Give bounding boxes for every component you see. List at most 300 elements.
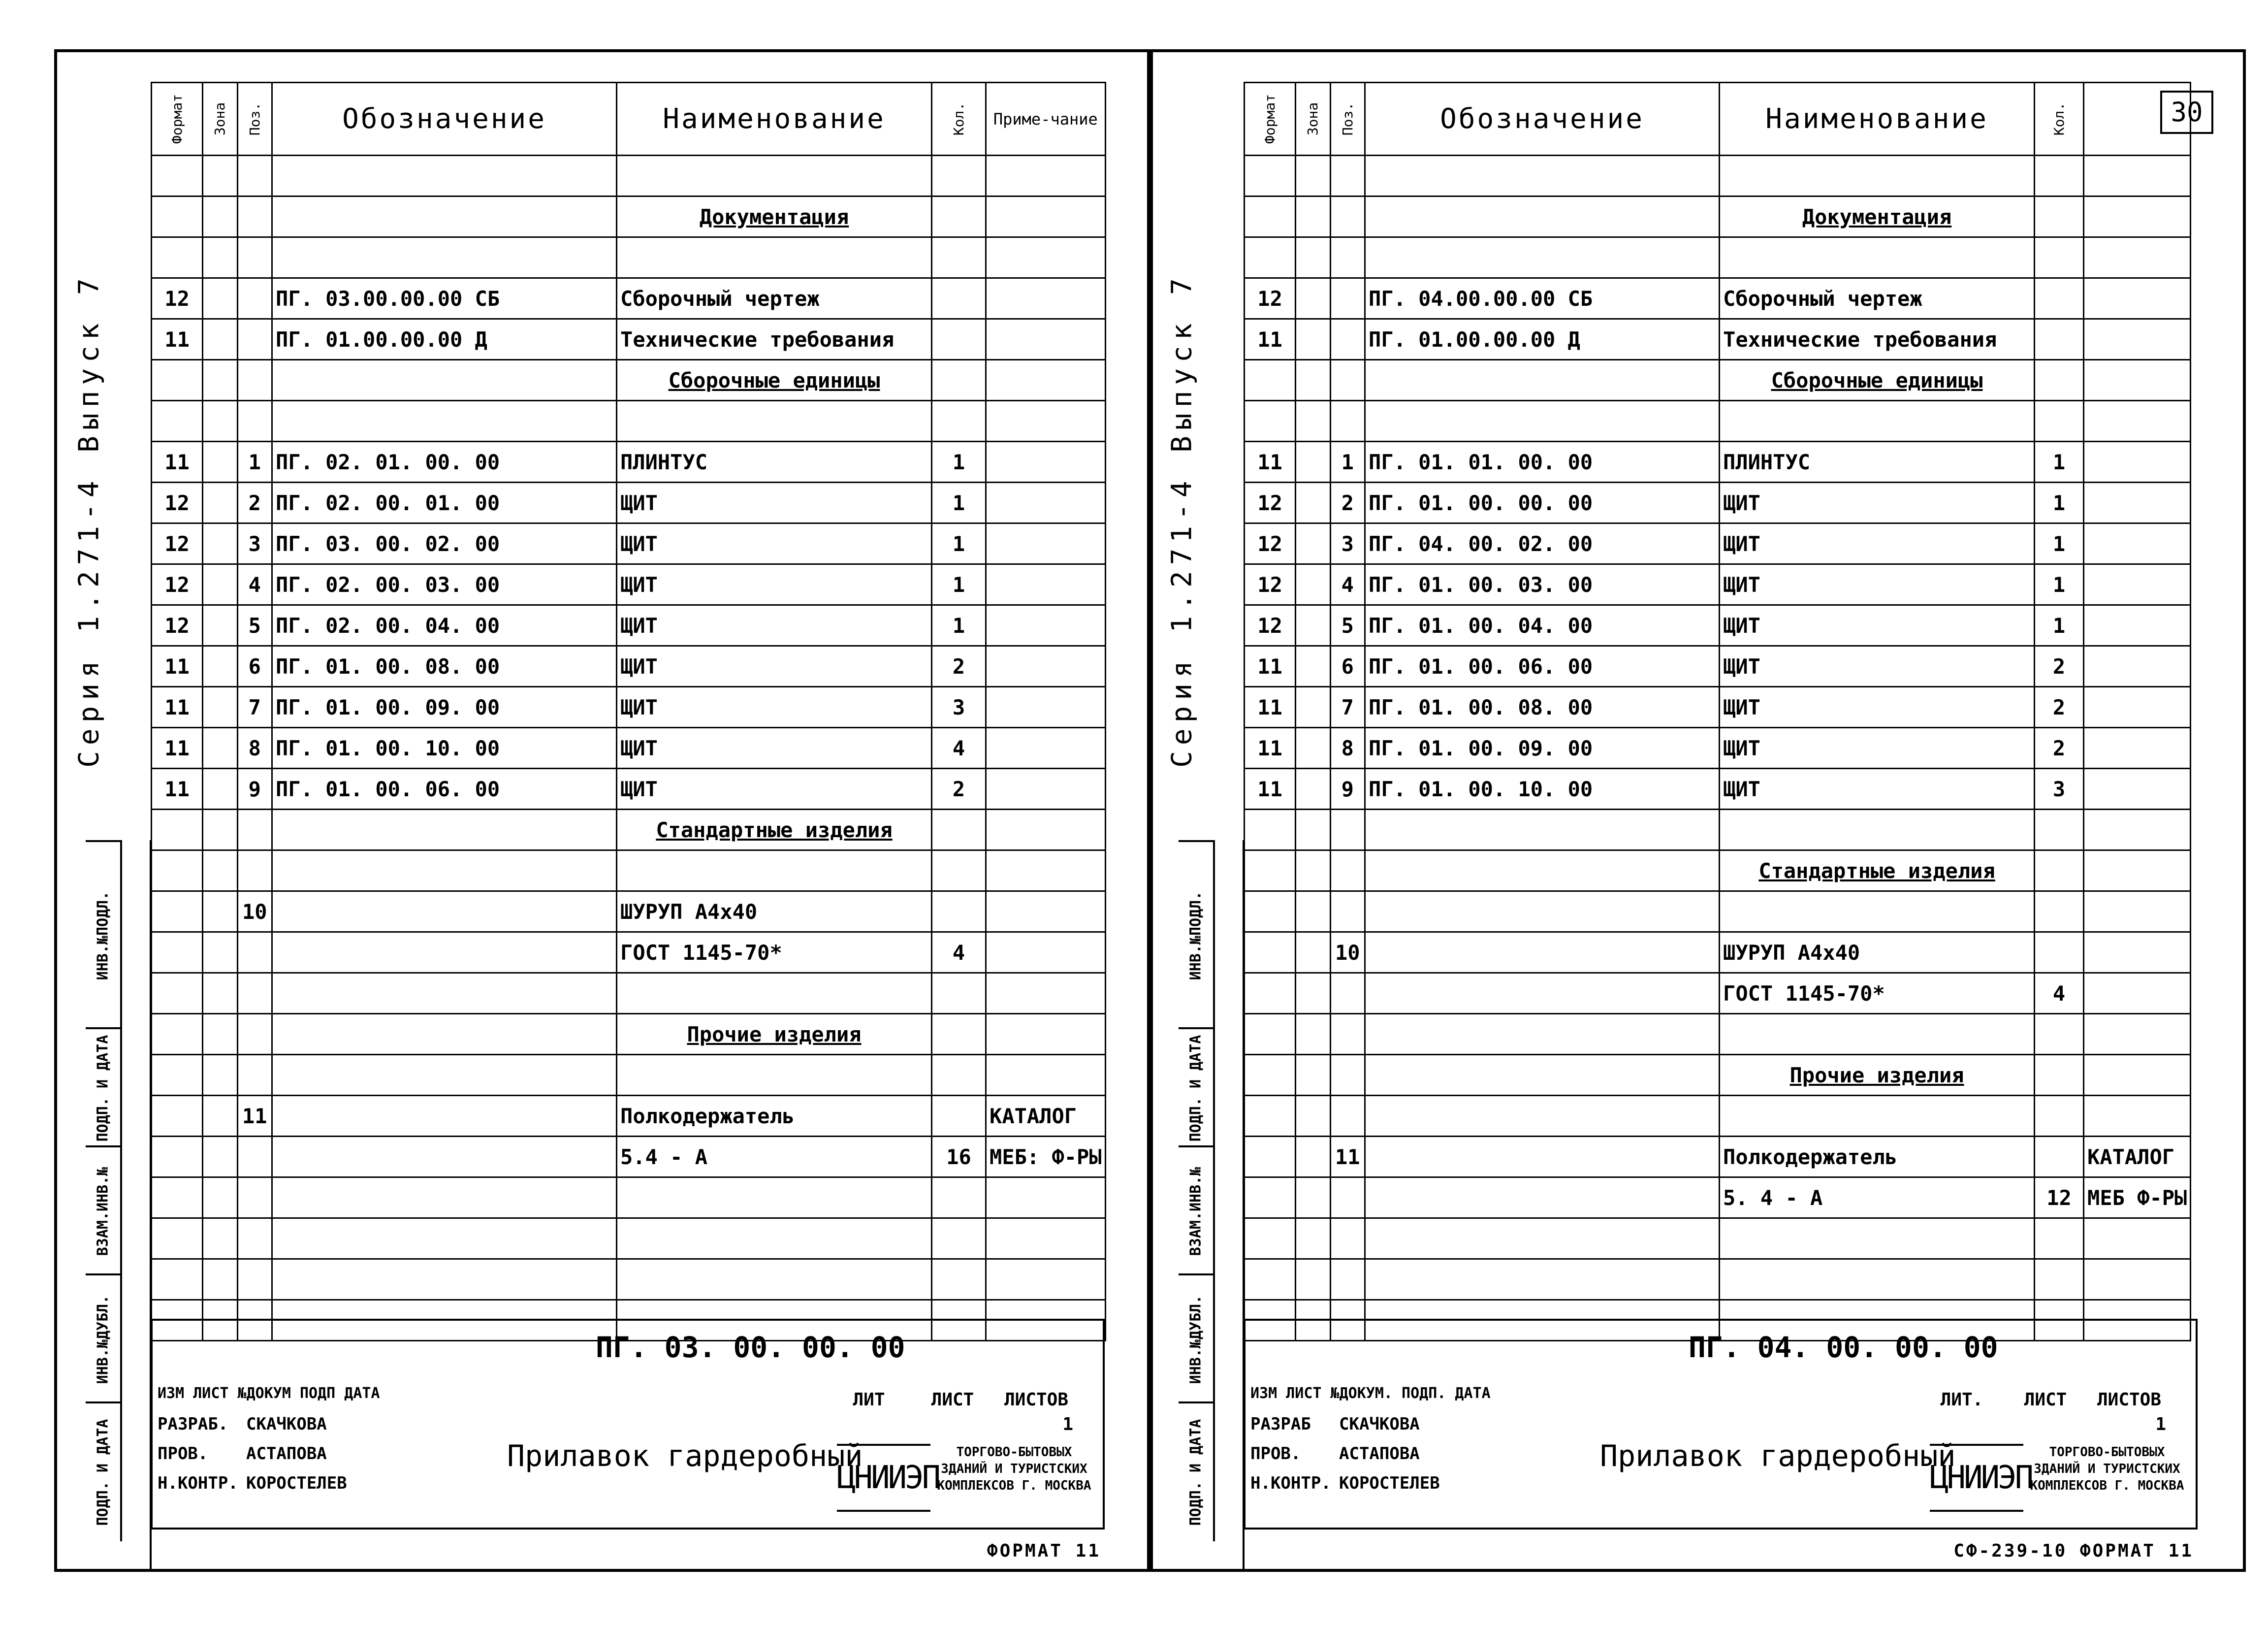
cell-zone — [203, 1096, 237, 1137]
cell-format — [152, 237, 203, 278]
cell-name: ЩИТ — [1720, 769, 2035, 810]
cell-position — [237, 973, 272, 1014]
cell-quantity — [2035, 1096, 2084, 1137]
cell-name — [617, 237, 932, 278]
cell-zone — [203, 483, 237, 523]
cell-position — [237, 401, 272, 442]
cell-name — [617, 1177, 932, 1218]
table-row — [1245, 442, 2191, 483]
cell-designation — [1365, 360, 1720, 401]
signature-row — [1250, 1444, 1467, 1464]
cell-format: 11 — [1245, 646, 1296, 687]
stamp-label: ПОДП. И ДАТА — [1187, 1035, 1205, 1142]
cell-format — [152, 891, 203, 932]
table-row — [1245, 1177, 2191, 1218]
stamp-cell — [1179, 1145, 1215, 1275]
cell-note — [2084, 156, 2191, 196]
header-note: Приме-чание — [986, 83, 1106, 156]
cell-quantity: 12 — [2035, 1177, 2084, 1218]
signature-role: РАЗРАБ. — [158, 1414, 228, 1434]
spec-sheet-right — [1147, 49, 2246, 1572]
cell-position: 5 — [1330, 605, 1365, 646]
stamp-label: ИНВ.№ПОДЛ. — [94, 891, 112, 980]
cell-quantity — [2035, 360, 2084, 401]
cell-designation — [272, 1177, 617, 1218]
cell-position: 1 — [1330, 442, 1365, 483]
spec-table — [1244, 82, 2191, 1341]
cell-format: 11 — [152, 442, 203, 483]
cell-designation — [1365, 1218, 1720, 1259]
cell-quantity: 1 — [2035, 605, 2084, 646]
document-name: Прилавок гардеробный — [507, 1439, 863, 1473]
cell-format — [1245, 156, 1296, 196]
cell-position: 7 — [1330, 687, 1365, 728]
col-lit: ЛИТ — [853, 1390, 885, 1410]
cell-designation — [1365, 1177, 1720, 1218]
stamp-label: ИНВ.№ДУБЛ. — [94, 1295, 112, 1384]
header-name: Наименование — [1720, 83, 2035, 156]
table-row — [152, 237, 1106, 278]
cell-zone — [1296, 196, 1330, 237]
cell-designation — [1365, 1259, 1720, 1300]
cell-zone — [1296, 360, 1330, 401]
cell-note — [986, 237, 1106, 278]
cell-position: 7 — [237, 687, 272, 728]
spec-header — [1245, 83, 2191, 156]
cell-designation — [272, 1259, 617, 1300]
cell-designation: ПГ. 01. 00. 09. 00 — [1365, 728, 1720, 769]
cell-position: 10 — [237, 891, 272, 932]
series-label-text: Серия 1.271-4 Выпуск 7 — [1166, 272, 1198, 768]
cell-zone — [1296, 1055, 1330, 1096]
cell-designation: ПГ. 01. 01. 00. 00 — [1365, 442, 1720, 483]
cell-quantity — [2035, 196, 2084, 237]
cell-note — [986, 156, 1106, 196]
col-sheets: ЛИСТОВ — [1004, 1390, 1069, 1410]
cell-quantity — [932, 401, 986, 442]
cell-zone — [203, 1014, 237, 1055]
series-label — [67, 200, 111, 840]
cell-format — [1245, 196, 1296, 237]
cell-position — [237, 1218, 272, 1259]
cell-designation — [1365, 850, 1720, 891]
cell-format — [152, 1218, 203, 1259]
stamp-cell — [1179, 840, 1215, 1029]
cell-note — [986, 687, 1106, 728]
cell-quantity — [2035, 278, 2084, 319]
cell-name — [1720, 401, 2035, 442]
table-row — [1245, 360, 2191, 401]
cell-quantity — [2035, 1259, 2084, 1300]
cell-zone — [203, 605, 237, 646]
cell-position: 3 — [237, 523, 272, 564]
cell-format — [1245, 932, 1296, 973]
cell-name: ЩИТ — [617, 687, 932, 728]
cell-position — [237, 196, 272, 237]
cell-format — [1245, 401, 1296, 442]
cell-name: ШУРУП А4х40 — [617, 891, 932, 932]
cell-name — [617, 156, 932, 196]
cell-format: 12 — [1245, 483, 1296, 523]
cell-position — [1330, 1096, 1365, 1137]
cell-name — [1720, 1014, 2035, 1055]
cell-position: 4 — [237, 564, 272, 605]
section-heading: Документация — [1720, 196, 2035, 237]
cell-name — [617, 1218, 932, 1259]
cell-note — [2084, 523, 2191, 564]
cell-zone — [203, 523, 237, 564]
cell-position — [237, 1055, 272, 1096]
cell-zone — [203, 646, 237, 687]
cell-note: КАТАЛОГ — [2084, 1137, 2191, 1177]
table-row — [152, 891, 1106, 932]
stamp-cell — [86, 1273, 122, 1403]
cell-note — [986, 1014, 1106, 1055]
org-logo: ЦНИИЭП — [1930, 1444, 2023, 1512]
cell-format — [152, 401, 203, 442]
cell-format — [152, 196, 203, 237]
cell-designation: ПГ. 04. 00. 02. 00 — [1365, 523, 1720, 564]
header-pos-text: Поз. — [246, 102, 263, 136]
cell-quantity: 4 — [932, 932, 986, 973]
table-row — [1245, 523, 2191, 564]
document-code: ПГ. 03. 00. 00. 00 — [596, 1331, 905, 1364]
cell-format — [1245, 850, 1296, 891]
cell-note — [986, 1177, 1106, 1218]
cell-zone — [1296, 646, 1330, 687]
cell-note — [986, 891, 1106, 932]
cell-name — [1720, 156, 2035, 196]
cell-designation — [1365, 237, 1720, 278]
table-row — [1245, 973, 2191, 1014]
cell-designation: ПГ. 01. 00. 10. 00 — [272, 728, 617, 769]
org-name: ТОРГОВО-БЫТОВЫХ ЗДАНИЙ И ТУРИСТСКИХ КОМПЛЕКСОВ Г. МОСКВА — [2030, 1445, 2184, 1493]
cell-zone — [1296, 605, 1330, 646]
cell-position — [1330, 196, 1365, 237]
cell-zone — [203, 1218, 237, 1259]
cell-designation — [1365, 973, 1720, 1014]
cell-note — [986, 523, 1106, 564]
cell-zone — [1296, 932, 1330, 973]
header-format-text: Формат — [169, 94, 186, 144]
cell-quantity — [932, 156, 986, 196]
cell-format — [1245, 810, 1296, 850]
cell-zone — [1296, 687, 1330, 728]
cell-position — [1330, 850, 1365, 891]
cell-quantity — [2035, 1055, 2084, 1096]
table-row — [1245, 319, 2191, 360]
cell-name: ГОСТ 1145-70* — [617, 932, 932, 973]
cell-note — [2084, 769, 2191, 810]
cell-name: ЩИТ — [617, 769, 932, 810]
cell-format — [152, 360, 203, 401]
cell-zone — [1296, 891, 1330, 932]
cell-position: 10 — [1330, 932, 1365, 973]
cell-format — [1245, 1055, 1296, 1096]
stamp-cell — [1179, 1027, 1215, 1147]
signature-person: КОРОСТЕЛЕВ — [246, 1473, 347, 1493]
cell-note — [2084, 564, 2191, 605]
cell-zone — [203, 156, 237, 196]
cell-format — [1245, 1177, 1296, 1218]
cell-note — [2084, 605, 2191, 646]
org-name: ТОРГОВО-БЫТОВЫХ ЗДАНИЙ И ТУРИСТСКИХ КОМПЛЕКСОВ Г. МОСКВА — [937, 1445, 1091, 1493]
signature-role: Н.КОНТР. — [158, 1473, 238, 1493]
cell-quantity — [2035, 810, 2084, 850]
cell-quantity — [2035, 401, 2084, 442]
cell-zone — [1296, 401, 1330, 442]
cell-quantity: 4 — [932, 728, 986, 769]
header-zone — [203, 83, 237, 156]
cell-format: 11 — [1245, 728, 1296, 769]
cell-name — [1720, 891, 2035, 932]
cell-format — [1245, 1096, 1296, 1137]
cell-format — [152, 1177, 203, 1218]
cell-zone — [203, 1137, 237, 1177]
cell-quantity — [2035, 237, 2084, 278]
cell-quantity — [2035, 850, 2084, 891]
cell-note — [2084, 1259, 2191, 1300]
cell-designation: ПГ. 01. 00. 03. 00 — [1365, 564, 1720, 605]
cell-designation — [272, 810, 617, 850]
section-heading: Стандартные изделия — [617, 810, 932, 850]
cell-position — [1330, 237, 1365, 278]
cell-note — [986, 850, 1106, 891]
cell-designation — [272, 891, 617, 932]
table-row — [152, 442, 1106, 483]
cell-note — [2084, 319, 2191, 360]
cell-name: ЩИТ — [617, 483, 932, 523]
cell-note — [2084, 646, 2191, 687]
cell-designation: ПГ. 01.00.00.00 Д — [272, 319, 617, 360]
table-row — [152, 728, 1106, 769]
cell-format — [152, 1014, 203, 1055]
cell-position — [237, 1177, 272, 1218]
sheet-number: 30 — [2160, 91, 2213, 134]
cell-quantity: 4 — [2035, 973, 2084, 1014]
table-row — [1245, 401, 2191, 442]
cell-name: ЩИТ — [1720, 483, 2035, 523]
table-row — [1245, 1014, 2191, 1055]
table-row — [152, 973, 1106, 1014]
document-name: Прилавок гардеробный — [1600, 1439, 1956, 1473]
cell-quantity: 1 — [932, 605, 986, 646]
table-row — [152, 646, 1106, 687]
header-designation: Обозначение — [1365, 83, 1720, 156]
cell-position: 2 — [237, 483, 272, 523]
cell-format: 11 — [1245, 442, 1296, 483]
signature-person: КОРОСТЕЛЕВ — [1339, 1473, 1440, 1493]
cell-format — [152, 973, 203, 1014]
cell-note — [986, 401, 1106, 442]
table-row — [1245, 278, 2191, 319]
cell-position: 11 — [1330, 1137, 1365, 1177]
stamp-label: ПОДП. И ДАТА — [94, 1419, 112, 1526]
title-block — [1244, 1319, 2198, 1530]
document-code: ПГ. 04. 00. 00. 00 — [1689, 1331, 1998, 1364]
table-row — [1245, 810, 2191, 850]
cell-position — [1330, 156, 1365, 196]
signature-person: СКАЧКОВА — [246, 1414, 327, 1434]
cell-designation — [272, 850, 617, 891]
table-row — [1245, 1137, 2191, 1177]
header-note — [2084, 83, 2191, 156]
cell-quantity — [932, 1014, 986, 1055]
cell-designation: ПГ. 02. 01. 00. 00 — [272, 442, 617, 483]
cell-name — [617, 1055, 932, 1096]
cell-position: 2 — [1330, 483, 1365, 523]
section-heading: Стандартные изделия — [1720, 850, 2035, 891]
cell-format — [152, 850, 203, 891]
stamp-label: ВЗАМ.ИНВ.№ — [1187, 1167, 1205, 1256]
cell-zone — [203, 1055, 237, 1096]
cell-position — [237, 850, 272, 891]
cell-quantity: 1 — [932, 483, 986, 523]
cell-zone — [1296, 1259, 1330, 1300]
cell-quantity: 2 — [932, 769, 986, 810]
cell-name: ЩИТ — [1720, 646, 2035, 687]
table-row — [152, 687, 1106, 728]
cell-format: 12 — [1245, 278, 1296, 319]
cell-name: ЩИТ — [1720, 523, 2035, 564]
cell-note — [986, 319, 1106, 360]
cell-quantity — [932, 891, 986, 932]
table-row — [1245, 564, 2191, 605]
cell-note — [986, 360, 1106, 401]
cell-name: ГОСТ 1145-70* — [1720, 973, 2035, 1014]
cell-position — [237, 156, 272, 196]
signature-row — [158, 1414, 374, 1434]
cell-designation: ПГ. 01. 00. 00. 00 — [1365, 483, 1720, 523]
spec-header — [152, 83, 1106, 156]
stamp-cell — [86, 1401, 122, 1541]
cell-name: 5.4 - А — [617, 1137, 932, 1177]
cell-name: Полкодержатель — [1720, 1137, 2035, 1177]
cell-name: 5. 4 - А — [1720, 1177, 2035, 1218]
section-heading: Прочие изделия — [1720, 1055, 2035, 1096]
cell-format: 11 — [152, 769, 203, 810]
cell-designation — [272, 1137, 617, 1177]
stamp-cell — [1179, 1273, 1215, 1403]
cell-note — [2084, 442, 2191, 483]
table-row — [1245, 1259, 2191, 1300]
cell-position — [237, 932, 272, 973]
cell-name — [617, 401, 932, 442]
header-format — [152, 83, 203, 156]
cell-format: 12 — [1245, 564, 1296, 605]
cell-quantity: 1 — [2035, 442, 2084, 483]
cell-note — [986, 278, 1106, 319]
cell-zone — [203, 932, 237, 973]
cell-zone — [203, 564, 237, 605]
cell-zone — [203, 810, 237, 850]
format-label: ФОРМАТ 11 — [987, 1541, 1101, 1561]
stamp-cell — [1179, 1401, 1215, 1541]
stamp-cell — [86, 1145, 122, 1275]
signature-row — [1250, 1473, 1467, 1493]
section-heading: Сборочные единицы — [617, 360, 932, 401]
cell-format: 11 — [152, 319, 203, 360]
cell-quantity: 1 — [2035, 523, 2084, 564]
cell-note — [2084, 1096, 2191, 1137]
cell-format: 11 — [152, 728, 203, 769]
cell-designation: ПГ. 04.00.00.00 СБ — [1365, 278, 1720, 319]
table-row — [152, 1055, 1106, 1096]
table-row — [152, 156, 1106, 196]
cell-format — [1245, 973, 1296, 1014]
table-row — [152, 605, 1106, 646]
cell-position: 5 — [237, 605, 272, 646]
table-row — [152, 523, 1106, 564]
cell-name: ПЛИНТУС — [617, 442, 932, 483]
cell-quantity — [2035, 319, 2084, 360]
cell-name: Технические требования — [617, 319, 932, 360]
header-format — [1245, 83, 1296, 156]
cell-zone — [1296, 564, 1330, 605]
cell-designation — [272, 1014, 617, 1055]
table-row — [1245, 196, 2191, 237]
table-row — [152, 564, 1106, 605]
cell-name — [617, 850, 932, 891]
table-row — [1245, 1055, 2191, 1096]
cell-designation: ПГ. 01. 00. 08. 00 — [272, 646, 617, 687]
signature-person: АСТАПОВА — [1339, 1444, 1420, 1464]
cell-designation — [272, 156, 617, 196]
cell-note — [986, 1055, 1106, 1096]
cell-note — [986, 1218, 1106, 1259]
cell-name: ЩИТ — [617, 523, 932, 564]
table-row — [152, 810, 1106, 850]
table-row — [152, 196, 1106, 237]
cell-zone — [1296, 810, 1330, 850]
table-row — [1245, 850, 2191, 891]
cell-note — [986, 564, 1106, 605]
header-name: Наименование — [617, 83, 932, 156]
cell-note: МЕБ Ф-РЫ — [2084, 1177, 2191, 1218]
cell-designation — [272, 401, 617, 442]
cell-quantity: 1 — [932, 523, 986, 564]
cell-position — [1330, 810, 1365, 850]
cell-quantity — [932, 1096, 986, 1137]
section-heading: Документация — [617, 196, 932, 237]
signature-role: ПРОВ. — [1250, 1444, 1301, 1464]
cell-format: 12 — [152, 483, 203, 523]
cell-position — [1330, 1014, 1365, 1055]
header-zone-text: Зона — [1305, 102, 1321, 136]
cell-zone — [1296, 237, 1330, 278]
cell-quantity — [2035, 1014, 2084, 1055]
signature-row — [158, 1473, 374, 1493]
cell-format — [152, 1137, 203, 1177]
cell-note — [986, 646, 1106, 687]
cell-designation — [1365, 156, 1720, 196]
stamp-label: ПОДП. И ДАТА — [1187, 1419, 1205, 1526]
cell-format — [1245, 1137, 1296, 1177]
cell-format — [152, 1055, 203, 1096]
cell-zone — [1296, 319, 1330, 360]
cell-note — [2084, 1014, 2191, 1055]
cell-note — [2084, 728, 2191, 769]
cell-zone — [1296, 1014, 1330, 1055]
cell-note: КАТАЛОГ — [986, 1096, 1106, 1137]
table-row — [1245, 156, 2191, 196]
cell-zone — [203, 769, 237, 810]
stamp-label: ИНВ.№ПОДЛ. — [1187, 891, 1205, 980]
cell-note — [2084, 850, 2191, 891]
cell-position: 8 — [1330, 728, 1365, 769]
cell-zone — [1296, 1096, 1330, 1137]
cell-note — [986, 442, 1106, 483]
